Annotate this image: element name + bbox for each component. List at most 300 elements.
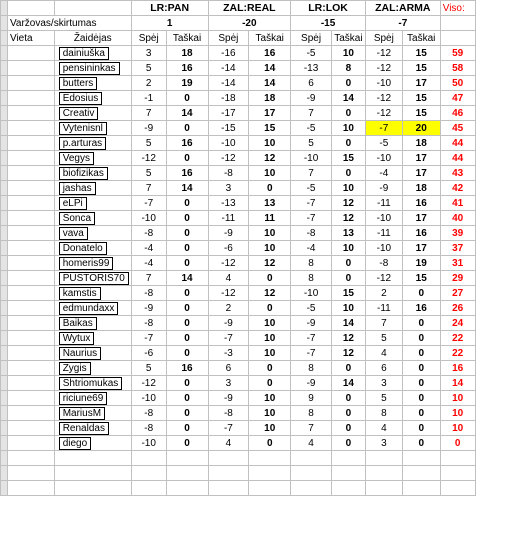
points-cell[interactable]: 0 — [166, 421, 208, 436]
guess-cell[interactable]: 7 — [291, 421, 332, 436]
points-cell[interactable]: 0 — [402, 436, 440, 451]
total-cell[interactable]: 26 — [440, 301, 475, 316]
points-cell[interactable]: 16 — [166, 136, 208, 151]
total-cell[interactable]: 0 — [440, 436, 475, 451]
guess-cell[interactable]: 4 — [208, 271, 249, 286]
points-cell[interactable]: 0 — [166, 241, 208, 256]
points-cell[interactable]: 0 — [166, 91, 208, 106]
player-name-cell[interactable] — [54, 241, 131, 256]
guess-cell[interactable]: -15 — [208, 121, 249, 136]
column-header-guess-3[interactable]: Spėj — [291, 31, 332, 46]
points-cell[interactable]: 12 — [249, 151, 291, 166]
column-header-points-3[interactable]: Taškai — [331, 31, 365, 46]
points-cell[interactable]: 10 — [331, 46, 365, 61]
guess-cell[interactable]: -13 — [291, 61, 332, 76]
points-cell[interactable]: 0 — [166, 331, 208, 346]
points-cell[interactable]: 16 — [166, 361, 208, 376]
points-cell[interactable]: 10 — [249, 391, 291, 406]
points-cell[interactable]: 0 — [249, 436, 291, 451]
points-cell[interactable]: 13 — [331, 226, 365, 241]
guess-cell[interactable]: -5 — [291, 46, 332, 61]
guess-cell[interactable]: -9 — [208, 316, 249, 331]
total-cell[interactable]: 16 — [440, 361, 475, 376]
table-row[interactable] — [1, 406, 525, 421]
points-cell[interactable]: 0 — [249, 301, 291, 316]
guess-cell[interactable]: -9 — [131, 121, 166, 136]
guess-cell[interactable]: -12 — [365, 46, 402, 61]
guess-cell[interactable]: 3 — [365, 376, 402, 391]
cell[interactable] — [440, 451, 475, 466]
points-cell[interactable]: 15 — [402, 271, 440, 286]
points-cell[interactable]: 0 — [331, 76, 365, 91]
table-row[interactable] — [1, 106, 525, 121]
place-cell[interactable] — [7, 286, 54, 301]
guess-cell[interactable]: -8 — [131, 316, 166, 331]
guess-cell[interactable]: 5 — [131, 61, 166, 76]
guess-cell[interactable]: -8 — [365, 256, 402, 271]
points-cell[interactable]: 0 — [166, 436, 208, 451]
guess-cell[interactable]: 4 — [365, 421, 402, 436]
place-cell[interactable] — [7, 61, 54, 76]
player-name-cell[interactable] — [54, 271, 131, 286]
points-cell[interactable]: 18 — [402, 136, 440, 151]
guess-cell[interactable]: -5 — [291, 181, 332, 196]
place-cell[interactable] — [7, 166, 54, 181]
guess-cell[interactable]: -7 — [291, 196, 332, 211]
points-cell[interactable]: 16 — [402, 226, 440, 241]
cell[interactable] — [331, 466, 365, 481]
player-name-cell[interactable] — [54, 91, 131, 106]
points-cell[interactable]: 0 — [331, 406, 365, 421]
match-header-3[interactable]: LR:LOK — [291, 1, 366, 16]
match-header-2[interactable]: ZAL:REAL — [208, 1, 291, 16]
guess-cell[interactable]: -8 — [131, 406, 166, 421]
column-header-guess-1[interactable]: Spėj — [131, 31, 166, 46]
guess-cell[interactable]: -8 — [131, 421, 166, 436]
guess-cell[interactable]: -5 — [365, 136, 402, 151]
guess-cell[interactable]: -17 — [208, 106, 249, 121]
cell[interactable] — [249, 481, 291, 496]
cell[interactable] — [54, 466, 131, 481]
points-cell[interactable]: 0 — [166, 211, 208, 226]
points-cell[interactable]: 0 — [331, 166, 365, 181]
place-cell[interactable] — [7, 91, 54, 106]
table-row[interactable] — [1, 91, 525, 106]
cell[interactable] — [131, 481, 166, 496]
total-cell[interactable]: 10 — [440, 421, 475, 436]
diff-value-2[interactable]: -20 — [208, 16, 291, 31]
player-name-cell[interactable] — [54, 61, 131, 76]
cell[interactable] — [131, 466, 166, 481]
place-cell[interactable] — [7, 211, 54, 226]
guess-cell[interactable]: -12 — [365, 61, 402, 76]
points-cell[interactable]: 13 — [249, 196, 291, 211]
guess-cell[interactable]: 7 — [131, 181, 166, 196]
player-name-cell[interactable] — [54, 136, 131, 151]
guess-cell[interactable]: 2 — [131, 76, 166, 91]
points-cell[interactable]: 10 — [249, 316, 291, 331]
guess-cell[interactable]: 4 — [291, 436, 332, 451]
total-cell[interactable]: 14 — [440, 376, 475, 391]
guess-cell[interactable]: 7 — [365, 316, 402, 331]
points-cell[interactable]: 0 — [402, 376, 440, 391]
guess-cell[interactable]: -7 — [131, 331, 166, 346]
column-header-points-1[interactable]: Taškai — [166, 31, 208, 46]
column-header-points-4[interactable]: Taškai — [402, 31, 440, 46]
cell[interactable] — [208, 481, 249, 496]
place-cell[interactable] — [7, 196, 54, 211]
cell[interactable] — [440, 481, 475, 496]
guess-cell[interactable]: 3 — [208, 181, 249, 196]
guess-cell[interactable]: -6 — [131, 346, 166, 361]
total-cell[interactable]: 31 — [440, 256, 475, 271]
table-row[interactable] — [1, 361, 525, 376]
cell[interactable] — [54, 1, 131, 16]
total-cell[interactable]: 58 — [440, 61, 475, 76]
table-row[interactable] — [1, 421, 525, 436]
table-row[interactable] — [1, 166, 525, 181]
points-cell[interactable]: 0 — [249, 361, 291, 376]
points-cell[interactable]: 17 — [402, 76, 440, 91]
guess-cell[interactable]: -10 — [131, 436, 166, 451]
cell[interactable] — [166, 451, 208, 466]
total-cell[interactable]: 39 — [440, 226, 475, 241]
player-name-cell[interactable] — [54, 376, 131, 391]
table-row[interactable] — [1, 46, 525, 61]
total-cell[interactable]: 22 — [440, 331, 475, 346]
guess-cell[interactable]: 9 — [291, 391, 332, 406]
empty-row[interactable] — [1, 451, 525, 466]
guess-cell[interactable]: -12 — [365, 106, 402, 121]
points-cell[interactable]: 10 — [331, 181, 365, 196]
guess-cell[interactable]: 7 — [291, 106, 332, 121]
cell[interactable] — [54, 451, 131, 466]
points-cell[interactable]: 0 — [249, 181, 291, 196]
guess-cell[interactable]: -10 — [208, 136, 249, 151]
points-cell[interactable]: 0 — [166, 376, 208, 391]
cell[interactable] — [7, 1, 54, 16]
points-cell[interactable]: 14 — [249, 61, 291, 76]
cell[interactable] — [249, 451, 291, 466]
table-row[interactable] — [1, 331, 525, 346]
guess-cell[interactable]: -8 — [208, 406, 249, 421]
guess-cell[interactable]: -3 — [208, 346, 249, 361]
points-cell[interactable]: 15 — [402, 61, 440, 76]
points-cell[interactable]: 0 — [249, 376, 291, 391]
points-cell[interactable]: 17 — [402, 211, 440, 226]
guess-cell[interactable]: 3 — [131, 46, 166, 61]
player-name-cell[interactable] — [54, 421, 131, 436]
points-cell[interactable]: 15 — [402, 46, 440, 61]
table-row[interactable] — [1, 301, 525, 316]
guess-cell[interactable]: -8 — [291, 226, 332, 241]
player-name-cell[interactable] — [54, 226, 131, 241]
place-cell[interactable] — [7, 316, 54, 331]
guess-cell[interactable]: -7 — [291, 346, 332, 361]
player-name-cell[interactable] — [54, 256, 131, 271]
guess-cell[interactable]: -10 — [291, 286, 332, 301]
total-cell[interactable]: 40 — [440, 211, 475, 226]
points-cell[interactable]: 10 — [249, 346, 291, 361]
guess-cell[interactable]: -9 — [291, 316, 332, 331]
place-cell[interactable] — [7, 301, 54, 316]
points-cell[interactable]: 0 — [166, 316, 208, 331]
guess-cell[interactable]: 5 — [365, 391, 402, 406]
points-cell[interactable]: 0 — [402, 406, 440, 421]
points-cell[interactable]: 20 — [402, 121, 440, 136]
cell[interactable] — [291, 451, 332, 466]
cell[interactable] — [208, 466, 249, 481]
player-name-cell[interactable] — [54, 301, 131, 316]
place-cell[interactable] — [7, 76, 54, 91]
guess-cell[interactable]: 8 — [365, 406, 402, 421]
points-cell[interactable]: 12 — [331, 211, 365, 226]
cell[interactable] — [249, 466, 291, 481]
place-cell[interactable] — [7, 406, 54, 421]
guess-cell[interactable]: -9 — [291, 376, 332, 391]
cell[interactable] — [402, 481, 440, 496]
points-cell[interactable]: 14 — [249, 76, 291, 91]
points-cell[interactable]: 0 — [166, 391, 208, 406]
points-cell[interactable]: 8 — [331, 61, 365, 76]
points-cell[interactable]: 14 — [331, 376, 365, 391]
guess-cell[interactable]: -11 — [365, 226, 402, 241]
column-header-player[interactable]: Žaidėjas — [54, 31, 131, 46]
total-header[interactable]: Viso: — [440, 1, 475, 16]
guess-cell[interactable]: -9 — [131, 301, 166, 316]
match-header-1[interactable]: LR:PAN — [131, 1, 208, 16]
guess-cell[interactable]: -12 — [208, 151, 249, 166]
points-cell[interactable]: 0 — [402, 421, 440, 436]
points-cell[interactable]: 12 — [331, 196, 365, 211]
cell[interactable] — [440, 16, 475, 31]
points-cell[interactable]: 0 — [331, 421, 365, 436]
points-cell[interactable]: 17 — [402, 151, 440, 166]
points-cell[interactable]: 0 — [331, 136, 365, 151]
total-cell[interactable]: 24 — [440, 316, 475, 331]
place-cell[interactable] — [7, 46, 54, 61]
guess-cell[interactable]: -7 — [208, 331, 249, 346]
points-cell[interactable]: 0 — [402, 361, 440, 376]
guess-cell[interactable]: -4 — [131, 241, 166, 256]
total-cell[interactable]: 43 — [440, 166, 475, 181]
guess-cell[interactable]: -10 — [365, 241, 402, 256]
total-cell[interactable]: 44 — [440, 151, 475, 166]
cell[interactable] — [131, 451, 166, 466]
guess-cell[interactable]: 6 — [291, 76, 332, 91]
guess-cell[interactable]: -11 — [208, 211, 249, 226]
points-cell[interactable]: 15 — [331, 286, 365, 301]
cell[interactable] — [7, 466, 54, 481]
points-cell[interactable]: 10 — [249, 166, 291, 181]
guess-cell[interactable]: 3 — [208, 376, 249, 391]
total-cell[interactable]: 22 — [440, 346, 475, 361]
points-cell[interactable]: 12 — [249, 286, 291, 301]
total-cell[interactable]: 45 — [440, 121, 475, 136]
guess-cell[interactable]: -10 — [365, 151, 402, 166]
total-cell[interactable]: 29 — [440, 271, 475, 286]
column-header-guess-4[interactable]: Spėj — [365, 31, 402, 46]
cell[interactable] — [7, 481, 54, 496]
table-row[interactable] — [1, 121, 525, 136]
table-row[interactable] — [1, 181, 525, 196]
guess-cell[interactable]: -9 — [365, 181, 402, 196]
player-name-cell[interactable] — [54, 391, 131, 406]
total-cell[interactable]: 41 — [440, 196, 475, 211]
guess-cell[interactable]: -10 — [291, 151, 332, 166]
points-cell[interactable]: 0 — [331, 361, 365, 376]
points-cell[interactable]: 14 — [331, 91, 365, 106]
guess-cell[interactable]: -11 — [365, 196, 402, 211]
points-cell[interactable]: 16 — [402, 196, 440, 211]
table-row[interactable] — [1, 151, 525, 166]
guess-cell[interactable]: -5 — [291, 121, 332, 136]
points-cell[interactable]: 14 — [166, 271, 208, 286]
table-row[interactable] — [1, 286, 525, 301]
guess-cell[interactable]: 7 — [291, 166, 332, 181]
guess-cell[interactable]: -12 — [208, 286, 249, 301]
guess-cell[interactable]: -10 — [365, 76, 402, 91]
points-cell[interactable]: 14 — [166, 181, 208, 196]
guess-cell[interactable]: -8 — [131, 286, 166, 301]
points-cell[interactable]: 18 — [402, 181, 440, 196]
guess-cell[interactable]: 6 — [365, 361, 402, 376]
table-row[interactable] — [1, 211, 525, 226]
table-row[interactable] — [1, 391, 525, 406]
points-cell[interactable]: 10 — [249, 406, 291, 421]
points-cell[interactable]: 0 — [166, 301, 208, 316]
table-row[interactable] — [1, 376, 525, 391]
place-cell[interactable] — [7, 376, 54, 391]
points-cell[interactable]: 17 — [402, 166, 440, 181]
points-cell[interactable]: 15 — [249, 121, 291, 136]
guess-cell[interactable]: 2 — [365, 286, 402, 301]
player-name-cell[interactable] — [54, 406, 131, 421]
column-header-guess-2[interactable]: Spėj — [208, 31, 249, 46]
player-name-cell[interactable] — [54, 436, 131, 451]
guess-cell[interactable]: 5 — [131, 136, 166, 151]
points-cell[interactable]: 0 — [331, 256, 365, 271]
diff-value-4[interactable]: -7 — [365, 16, 440, 31]
cell[interactable] — [331, 481, 365, 496]
table-row[interactable] — [1, 136, 525, 151]
guess-cell[interactable]: 8 — [291, 361, 332, 376]
guess-cell[interactable]: -16 — [208, 46, 249, 61]
place-cell[interactable] — [7, 346, 54, 361]
cell[interactable] — [365, 481, 402, 496]
table-row[interactable] — [1, 76, 525, 91]
total-cell[interactable]: 47 — [440, 91, 475, 106]
guess-cell[interactable]: -4 — [131, 256, 166, 271]
guess-cell[interactable]: -14 — [208, 76, 249, 91]
guess-cell[interactable]: 5 — [291, 136, 332, 151]
points-cell[interactable]: 16 — [249, 46, 291, 61]
points-cell[interactable]: 12 — [331, 346, 365, 361]
guess-cell[interactable]: -7 — [131, 196, 166, 211]
cell[interactable] — [365, 466, 402, 481]
points-cell[interactable]: 12 — [249, 256, 291, 271]
cell[interactable] — [331, 451, 365, 466]
player-name-cell[interactable] — [54, 196, 131, 211]
points-cell[interactable]: 0 — [166, 151, 208, 166]
points-cell[interactable]: 10 — [249, 331, 291, 346]
total-cell[interactable]: 37 — [440, 241, 475, 256]
total-cell[interactable]: 42 — [440, 181, 475, 196]
diff-value-3[interactable]: -15 — [291, 16, 366, 31]
player-name-cell[interactable] — [54, 211, 131, 226]
points-cell[interactable]: 16 — [402, 301, 440, 316]
guess-cell[interactable]: -7 — [291, 331, 332, 346]
points-cell[interactable]: 10 — [249, 136, 291, 151]
guess-cell[interactable]: 8 — [291, 271, 332, 286]
points-cell[interactable]: 0 — [166, 346, 208, 361]
points-cell[interactable]: 0 — [402, 286, 440, 301]
guess-cell[interactable]: -14 — [208, 61, 249, 76]
player-name-cell[interactable] — [54, 121, 131, 136]
total-cell[interactable]: 27 — [440, 286, 475, 301]
place-cell[interactable] — [7, 271, 54, 286]
place-cell[interactable] — [7, 361, 54, 376]
points-cell[interactable]: 0 — [402, 316, 440, 331]
table-row[interactable] — [1, 226, 525, 241]
place-cell[interactable] — [7, 136, 54, 151]
points-cell[interactable]: 0 — [166, 286, 208, 301]
points-cell[interactable]: 0 — [166, 226, 208, 241]
points-cell[interactable]: 19 — [402, 256, 440, 271]
points-cell[interactable]: 14 — [331, 316, 365, 331]
opponent-diff-label[interactable]: Varžovas/skirtumas — [7, 16, 131, 31]
cell[interactable] — [291, 466, 332, 481]
place-cell[interactable] — [7, 121, 54, 136]
points-cell[interactable]: 16 — [166, 61, 208, 76]
table-row[interactable] — [1, 241, 525, 256]
total-cell[interactable]: 44 — [440, 136, 475, 151]
guess-cell[interactable]: -7 — [208, 421, 249, 436]
cell[interactable] — [440, 466, 475, 481]
match-header-4[interactable]: ZAL:ARMA — [365, 1, 440, 16]
place-cell[interactable] — [7, 256, 54, 271]
table-row[interactable] — [1, 196, 525, 211]
guess-cell[interactable]: -18 — [208, 91, 249, 106]
points-cell[interactable]: 0 — [331, 436, 365, 451]
guess-cell[interactable]: 5 — [365, 331, 402, 346]
cell[interactable] — [365, 451, 402, 466]
guess-cell[interactable]: 5 — [131, 166, 166, 181]
empty-row[interactable] — [1, 466, 525, 481]
points-cell[interactable]: 0 — [249, 271, 291, 286]
guess-cell[interactable]: -12 — [131, 151, 166, 166]
guess-cell[interactable]: -8 — [208, 166, 249, 181]
points-cell[interactable]: 10 — [249, 421, 291, 436]
points-cell[interactable]: 10 — [249, 226, 291, 241]
guess-cell[interactable]: -9 — [291, 91, 332, 106]
points-cell[interactable]: 19 — [166, 76, 208, 91]
points-cell[interactable]: 10 — [249, 241, 291, 256]
guess-cell[interactable]: -1 — [131, 91, 166, 106]
points-cell[interactable]: 15 — [402, 91, 440, 106]
guess-cell[interactable]: 6 — [208, 361, 249, 376]
guess-cell[interactable]: -12 — [208, 256, 249, 271]
points-cell[interactable]: 18 — [249, 91, 291, 106]
points-cell[interactable]: 0 — [331, 106, 365, 121]
table-row[interactable] — [1, 61, 525, 76]
guess-cell[interactable]: -9 — [208, 226, 249, 241]
guess-cell[interactable]: -5 — [291, 301, 332, 316]
guess-cell[interactable]: -10 — [131, 211, 166, 226]
guess-cell[interactable]: -6 — [208, 241, 249, 256]
points-cell[interactable]: 10 — [331, 301, 365, 316]
cell[interactable] — [7, 451, 54, 466]
